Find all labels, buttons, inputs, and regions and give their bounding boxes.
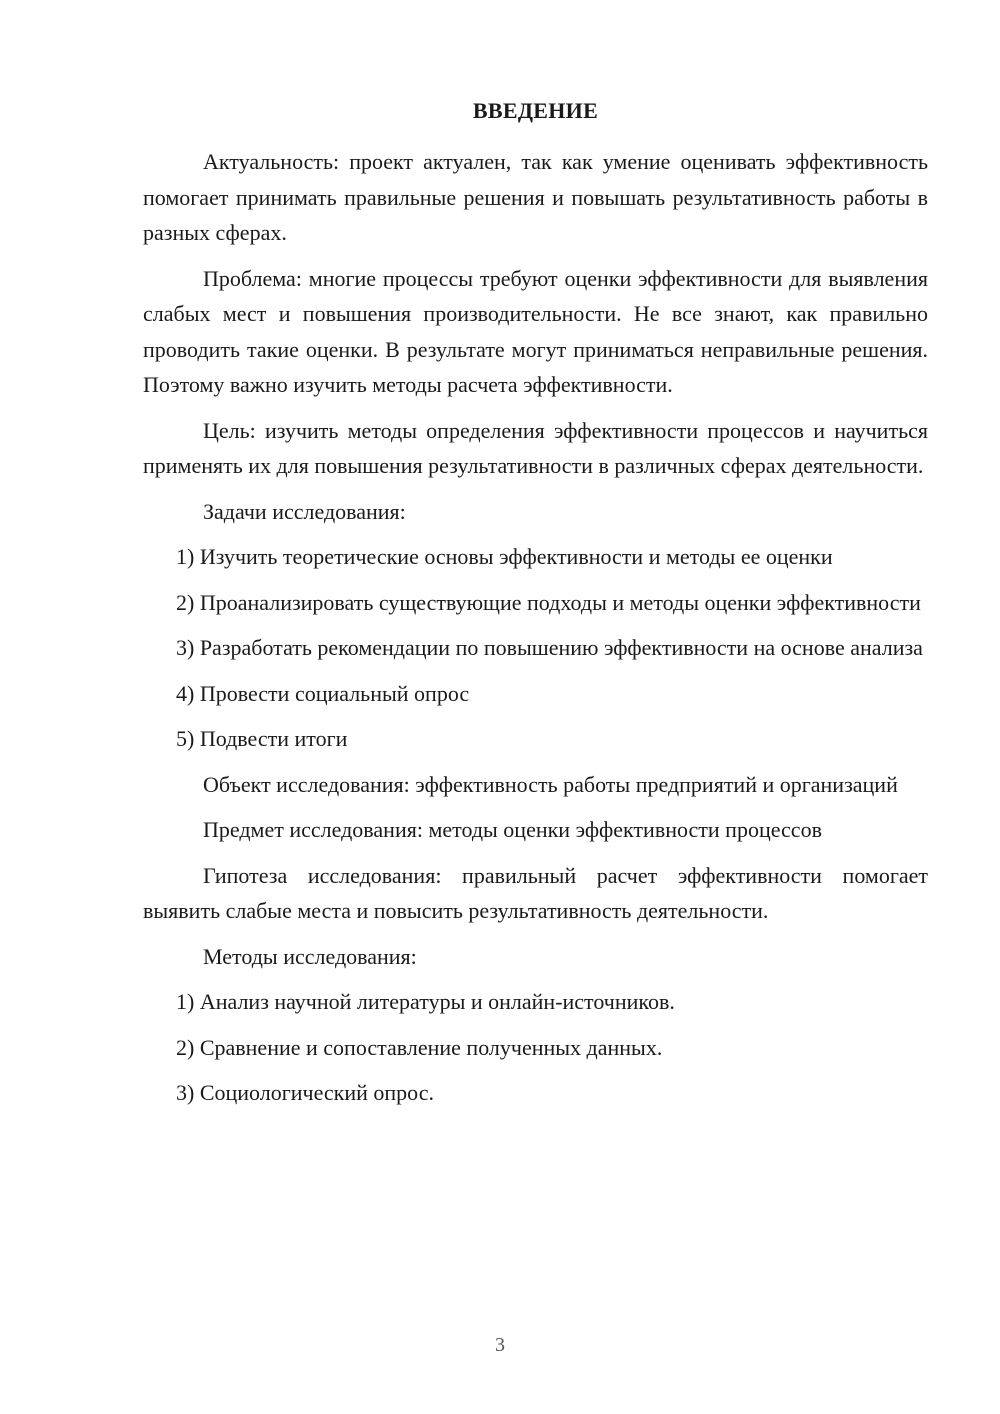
task-item-4: 4) Провести социальный опрос: [176, 680, 470, 706]
section-heading: ВВЕДЕНИЕ: [472, 98, 599, 123]
task-item-1: 1) Изучить теоретические основы эффективности и методы ее оценки: [176, 544, 833, 569]
tasks-heading: Задачи исследования:: [203, 498, 406, 524]
method-item-3: 3) Социологический опрос.: [176, 1080, 434, 1105]
goal-paragraph: Цель: изучить методы определения эффективности процессов и научиться применять их для повышения результативности в различных сферах деятельности.: [143, 417, 928, 478]
method-item-1: 1) Анализ научной литературы и онлайн-источников.: [176, 989, 675, 1014]
methods-heading: Методы исследования:: [203, 943, 417, 969]
task-item-5: 5) Подвести итоги: [176, 726, 348, 751]
task-item-2: 2) Проанализировать существующие подходы и методы оценки эффективности: [176, 589, 921, 615]
method-item-2: 2) Сравнение и сопоставление полученных данных.: [176, 1034, 663, 1060]
relevance-paragraph: Актуальность: проект актуален, так как умение оценивать эффективность помогает принимать правильные решения и повышать результативность работы в разных сферах.: [143, 149, 928, 245]
document-page: [143, 96, 928, 1111]
page-number: 3: [495, 1334, 505, 1356]
hypothesis-paragraph: Гипотеза исследования: правильный расчет эффективности помогает выявить слабые места и повысить результативность деятельности.: [143, 862, 928, 923]
task-item-3: 3) Разработать рекомендации по повышению эффективности на основе анализа: [176, 635, 923, 660]
problem-paragraph: Проблема: многие процессы требуют оценки эффективности для выявления слабых мест и повышения производительности. Не все знают, как правильно проводить такие оценки. В результате могут приниматься неправильные решения. Поэтому важно изучить методы расчета эффективности.: [143, 265, 928, 397]
subject-paragraph: Предмет исследования: методы оценки эффективности процессов: [203, 817, 822, 842]
object-paragraph: Объект исследования: эффективность работы предприятий и организаций: [203, 771, 898, 797]
